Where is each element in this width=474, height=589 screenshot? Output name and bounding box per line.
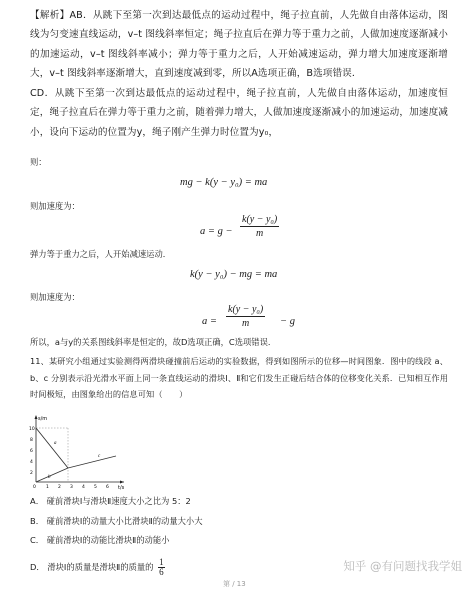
equation-accel-1-fraction	[240, 214, 279, 239]
fraction-numerator: k(y − y₀)	[242, 214, 278, 225]
option-text: 滑块Ⅰ的质量是滑块Ⅱ的质量的	[47, 562, 154, 572]
option-a[interactable]: A． 碰前滑块Ⅰ与滑块Ⅱ速度大小之比为 5：2	[30, 496, 191, 506]
option-d-fraction	[158, 558, 165, 577]
fraction-numerator: 1	[159, 557, 164, 567]
equation-newton-after: k(y − y₀) − mg = ma	[190, 269, 278, 280]
option-letter: B	[30, 516, 36, 526]
x-tick: 3	[70, 485, 73, 490]
fraction-denominator: 6	[159, 567, 164, 577]
equation-accel-2-fraction	[226, 304, 265, 329]
option-text: 碰前滑块Ⅰ的动量大小比滑块Ⅱ的动量大小大	[46, 516, 203, 526]
zhihu-watermark: 知乎 @有问题找我学姐	[343, 559, 462, 573]
x-tick: 5	[94, 485, 97, 490]
acceleration-label-1: 则加速度为：	[30, 201, 80, 211]
problem-11-text: 11、某研究小组通过实验测得两滑块碰撞前后运动的实验数据，得到如图所示的位移—时间图象．图中的线段 a、b、c 分别表示沿光滑水平面上同一条直线运动的滑块Ⅰ、Ⅱ和它们发生正碰后结合体的位移变化关系．已知相互作用时间极短，由图象给出的信息可知（ ）	[30, 356, 448, 399]
option-d[interactable]: D． 滑块Ⅰ的质量是滑块Ⅱ的质量的 $\frac{1}{6}$	[30, 557, 164, 577]
acceleration-label-2: 则加速度为：	[30, 292, 80, 302]
then-label: 则：	[30, 157, 47, 167]
equation-accel-2-rhs: − g	[280, 316, 295, 327]
line-c	[68, 456, 116, 468]
line-b	[36, 468, 68, 482]
x-axis-label: t/s	[118, 485, 125, 490]
line-b-label: b	[48, 475, 51, 480]
y-tick: 10	[29, 427, 35, 432]
solution-paragraph-cd: CD．从跳下至第一次到达最低点的运动过程中，绳子拉直前，人先做自由落体运动，加速度恒定，绳子拉直后在弹力等于重力之前，随着弹力增大，人做加速度逐渐减小的加速运动，加速度减小，设向下运动的位置为y，绳子刚产生弹力时位置为y₀，	[30, 88, 448, 138]
conclusion-text: 所以，a与y的关系图线斜率是恒定的，故D选项正确，C选项错误．	[30, 337, 277, 347]
x-tick: 0	[33, 485, 36, 490]
option-letter: D	[30, 562, 37, 572]
y-tick: 4	[30, 460, 33, 465]
option-text: 碰前滑块Ⅰ与滑块Ⅱ速度大小之比为 5：2	[46, 496, 191, 506]
line-a	[36, 428, 68, 468]
equation-accel-2-lhs: a =	[202, 316, 217, 327]
page-number: 第 / 13	[223, 580, 246, 588]
x-axis-arrow	[120, 481, 124, 484]
x-tick: 1	[46, 485, 49, 490]
y-tick: 8	[30, 438, 33, 443]
line-a-label: a	[54, 441, 57, 446]
equation-newton-before: mg − k(y − y₀) = ma	[180, 177, 268, 188]
fraction-numerator: k(y − y₀)	[228, 304, 264, 315]
line-c-label: c	[98, 454, 101, 459]
option-b[interactable]: B． 碰前滑块Ⅰ的动量大小比滑块Ⅱ的动量大小大	[30, 516, 203, 526]
option-text: 碰前滑块Ⅰ的动能比滑块Ⅱ的动能小	[46, 535, 170, 545]
y-tick: 6	[30, 449, 33, 454]
fraction-denominator: m	[255, 228, 264, 239]
x-tick: 4	[82, 485, 85, 490]
option-c[interactable]: C． 碰前滑块Ⅰ的动能比滑块Ⅱ的动能小	[30, 535, 170, 545]
position-time-graph	[28, 412, 128, 490]
option-letter: A	[30, 496, 36, 506]
y-axis-label: s/m	[38, 416, 48, 422]
x-tick: 6	[106, 485, 109, 490]
option-letter: C	[30, 535, 36, 545]
x-tick: 2	[58, 485, 61, 490]
solution-paragraph-ab: 【解析】AB．从跳下至第一次到达最低点的运动过程中，绳子拉直前，人先做自由落体运动，图线为匀变速直线运动，v–t 图线斜率恒定；绳子拉直后在弹力等于重力之前，人做加速度逐渐减小的加速运动，v–t 图线斜率减小；弹力等于重力之后，人开始减速运动，弹力增大加速度逐渐增大，v–t 图线斜率逐渐增大，直到速度减到零，所以A选项正确，B选项错误．	[30, 10, 448, 80]
fraction-denominator: m	[241, 318, 250, 329]
equation-accel-1-lhs: a = g −	[200, 226, 233, 237]
deceleration-label: 弹力等于重力之后，人开始减速运动．	[30, 249, 172, 259]
y-tick: 2	[30, 471, 33, 476]
